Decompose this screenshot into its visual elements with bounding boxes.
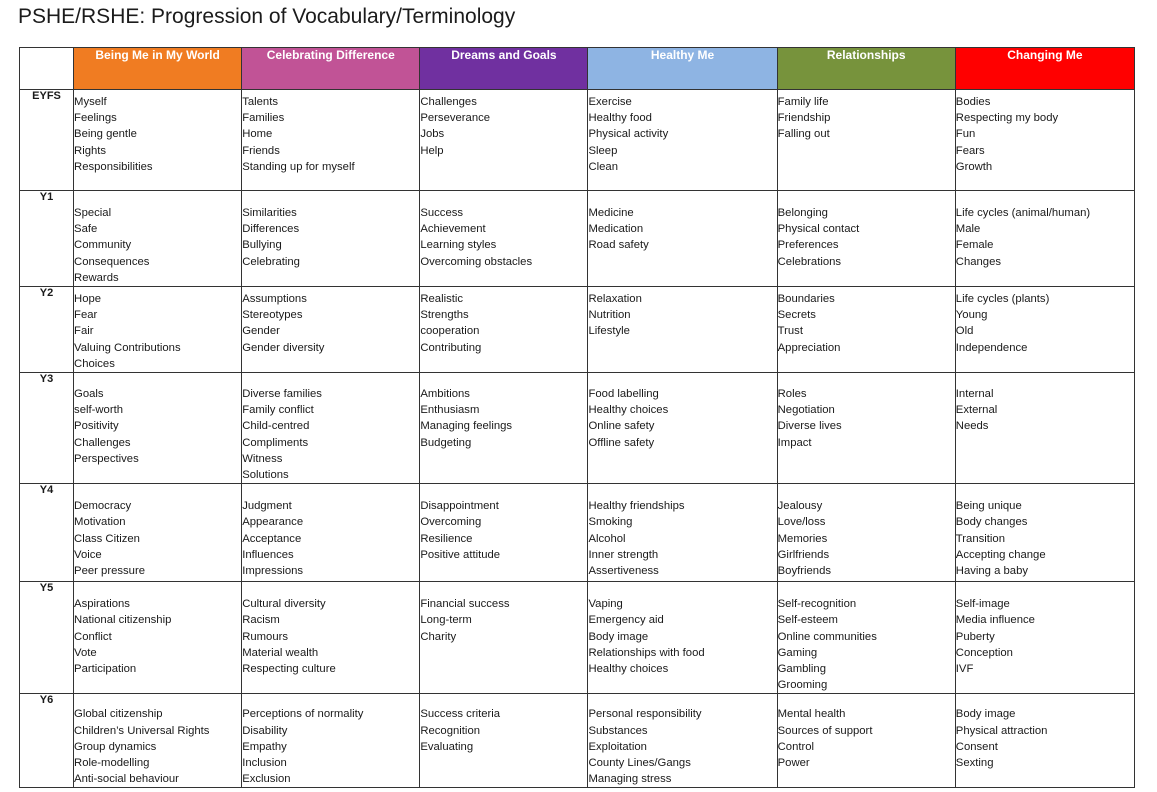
vocabulary-cell [74, 373, 242, 484]
vocabulary-term: Charity [420, 630, 457, 643]
vocabulary-cell [74, 582, 242, 694]
vocabulary-term: Substances [588, 724, 648, 737]
vocabulary-cell [242, 287, 420, 373]
vocabulary-term: Fear [74, 309, 98, 322]
vocabulary-term: Body image [588, 630, 649, 643]
vocabulary-term: Aspirations [74, 598, 130, 611]
vocabulary-term: Challenges [74, 436, 131, 449]
vocabulary-term: Self-esteem [777, 614, 838, 627]
vocabulary-term: Success [420, 207, 464, 219]
corner-cell [20, 48, 74, 90]
year-label: Y6 [20, 694, 74, 788]
vocabulary-term: Roles [777, 388, 807, 401]
table-row [20, 694, 1135, 788]
vocabulary-term: Jealousy [777, 500, 823, 513]
vocabulary-term: Friends [242, 144, 280, 157]
vocabulary-term: Community [74, 239, 132, 252]
vocabulary-term: Being gentle [74, 128, 137, 141]
vocabulary-term: Falling out [777, 128, 830, 141]
vocabulary-term: Clean [588, 160, 619, 173]
vocabulary-term: Disability [242, 724, 288, 737]
vocabulary-term: Families [242, 112, 285, 125]
column-header: Celebrating Difference [242, 48, 420, 90]
vocabulary-term: Inner strength [588, 548, 659, 561]
vocabulary-term: Sexting [955, 757, 994, 770]
vocabulary-cell [588, 191, 777, 287]
vocabulary-term: Respecting culture [242, 663, 336, 676]
vocabulary-term: Impressions [242, 565, 304, 578]
vocabulary-term: Independence [955, 341, 1028, 354]
vocabulary-cell [242, 191, 420, 287]
column-header: Changing Me [955, 48, 1134, 90]
column-header: Healthy Me [588, 48, 777, 90]
vocabulary-cell [588, 582, 777, 694]
vocabulary-term: Media influence [955, 614, 1035, 627]
vocabulary-term: Safe [74, 223, 98, 236]
year-label: EYFS [20, 90, 74, 191]
vocabulary-cell [777, 90, 955, 191]
vocabulary-term: Road safety [588, 239, 649, 252]
vocabulary-cell [74, 694, 242, 788]
vocabulary-cell [420, 287, 588, 373]
vocabulary-term: Male [955, 223, 981, 236]
vocabulary-term: Respecting my body [955, 112, 1059, 125]
year-label: Y2 [20, 287, 74, 373]
vocabulary-term: Solutions [242, 469, 289, 482]
vocabulary-cell [588, 373, 777, 484]
vocabulary-term: Healthy choices [588, 663, 669, 676]
vocabulary-cell [74, 484, 242, 582]
vocabulary-term: Self-image [955, 598, 1010, 611]
vocabulary-term: Healthy friendships [588, 500, 685, 513]
vocabulary-term: Group dynamics [74, 740, 157, 753]
year-label: Y4 [20, 484, 74, 582]
vocabulary-term: Influences [242, 548, 294, 561]
vocabulary-term: Family conflict [242, 404, 314, 417]
vocabulary-term: Body image [955, 708, 1016, 721]
vocabulary-term: Realistic [420, 293, 464, 306]
column-header: Relationships [777, 48, 955, 90]
vocabulary-term: Relationships with food [588, 646, 705, 659]
vocabulary-term: Gender [242, 325, 280, 338]
vocabulary-term: Financial success [420, 598, 510, 611]
vocabulary-term: National citizenship [74, 614, 172, 627]
vocabulary-term: Vote [74, 646, 97, 659]
vocabulary-term: Life cycles (plants) [955, 293, 1050, 306]
vocabulary-cell [955, 484, 1134, 582]
year-label: Y1 [20, 191, 74, 287]
vocabulary-term: Accepting change [955, 548, 1046, 561]
vocabulary-term: Participation [74, 663, 137, 676]
vocabulary-cell [588, 694, 777, 788]
vocabulary-term: Assumptions [242, 293, 307, 306]
vocabulary-term: Anti-social behaviour [74, 773, 179, 786]
vocabulary-term: Managing feelings [420, 420, 513, 433]
vocabulary-term: Relaxation [588, 293, 642, 306]
vocabulary-term: Gaming [777, 646, 818, 659]
vocabulary-cell [955, 191, 1134, 287]
vocabulary-term: Grooming [777, 679, 828, 692]
vocabulary-term: Sources of support [777, 724, 873, 737]
vocabulary-cell [420, 582, 588, 694]
vocabulary-cell [588, 90, 777, 191]
vocabulary-term: Mental health [777, 708, 846, 721]
vocabulary-cell [74, 90, 242, 191]
vocabulary-term: Diverse lives [777, 420, 842, 433]
vocabulary-term: Empathy [242, 740, 287, 753]
vocabulary-term: Online communities [777, 630, 877, 643]
vocabulary-cell [420, 373, 588, 484]
vocabulary-term: Perspectives [74, 452, 139, 465]
vocabulary-term: Appearance [242, 516, 304, 529]
vocabulary-term: Boyfriends [777, 565, 832, 578]
vocabulary-table [19, 47, 1135, 788]
table-row [20, 191, 1135, 287]
vocabulary-term: Assertiveness [588, 565, 659, 578]
vocabulary-cell [242, 373, 420, 484]
vocabulary-term: Special [74, 207, 112, 219]
vocabulary-term: Celebrations [777, 255, 842, 268]
vocabulary-term: Impact [777, 436, 812, 449]
vocabulary-term: Bodies [955, 96, 991, 108]
vocabulary-term: Love/loss [777, 516, 826, 529]
column-header: Being Me in My World [74, 48, 242, 90]
vocabulary-term: Perseverance [420, 112, 491, 125]
vocabulary-term: Positive attitude [420, 548, 501, 561]
vocabulary-term: Food labelling [588, 388, 659, 401]
vocabulary-term: Growth [955, 160, 993, 173]
vocabulary-term: External [955, 404, 998, 417]
vocabulary-term: Healthy choices [588, 404, 669, 417]
vocabulary-cell [777, 484, 955, 582]
header-row [20, 48, 1135, 90]
vocabulary-term: Memories [777, 532, 828, 545]
vocabulary-term: Jobs [420, 128, 445, 141]
vocabulary-term: Physical contact [777, 223, 860, 236]
vocabulary-cell [955, 90, 1134, 191]
vocabulary-cell [777, 287, 955, 373]
vocabulary-term: Achievement [420, 223, 486, 236]
vocabulary-term: Challenges [420, 96, 477, 108]
table-row [20, 373, 1135, 484]
vocabulary-term: Offline safety [588, 436, 655, 449]
vocabulary-cell [777, 582, 955, 694]
vocabulary-term: Medication [588, 223, 644, 236]
vocabulary-term: Evaluating [420, 740, 474, 753]
vocabulary-term: Physical activity [588, 128, 669, 141]
vocabulary-term: Sleep [588, 144, 618, 157]
vocabulary-term: Class Citizen [74, 532, 140, 545]
table-body [20, 90, 1135, 788]
vocabulary-term: Fair [74, 325, 94, 338]
vocabulary-term: Material wealth [242, 646, 319, 659]
vocabulary-cell [242, 90, 420, 191]
vocabulary-term: Inclusion [242, 757, 287, 770]
vocabulary-term: Child-centred [242, 420, 310, 433]
vocabulary-term: Power [777, 757, 810, 770]
vocabulary-cell [777, 373, 955, 484]
vocabulary-cell [777, 694, 955, 788]
vocabulary-cell [777, 191, 955, 287]
vocabulary-term: Needs [955, 420, 989, 433]
vocabulary-term: Personal responsibility [588, 708, 702, 721]
vocabulary-cell [955, 287, 1134, 373]
vocabulary-term: Similarities [242, 207, 297, 219]
vocabulary-term: Hope [74, 293, 102, 306]
vocabulary-term: Lifestyle [588, 325, 630, 338]
vocabulary-term: Recognition [420, 724, 481, 737]
page-title: PSHE/RSHE: Progression of Vocabulary/Terminology [18, 5, 516, 28]
vocabulary-term: Success criteria [420, 708, 501, 721]
vocabulary-term: Gambling [777, 663, 826, 676]
column-header: Dreams and Goals [420, 48, 588, 90]
vocabulary-term: Old [955, 325, 974, 338]
vocabulary-term: Gender diversity [242, 341, 325, 354]
vocabulary-term: Rights [74, 144, 107, 157]
vocabulary-term: Motivation [74, 516, 126, 529]
vocabulary-term: Exploitation [588, 740, 647, 753]
vocabulary-term: Home [242, 128, 273, 141]
vocabulary-term: Puberty [955, 630, 995, 643]
vocabulary-term: Voice [74, 548, 102, 561]
vocabulary-term: Emergency aid [588, 614, 664, 627]
vocabulary-term: Stereotypes [242, 309, 303, 322]
vocabulary-cell [420, 90, 588, 191]
vocabulary-term: Boundaries [777, 293, 835, 306]
vocabulary-term: Bullying [242, 239, 282, 252]
vocabulary-term: Girlfriends [777, 548, 830, 561]
vocabulary-term: Ambitions [420, 388, 470, 401]
vocabulary-cell [74, 191, 242, 287]
vocabulary-term: Self-recognition [777, 598, 857, 611]
vocabulary-term: Online safety [588, 420, 655, 433]
vocabulary-term: Consequences [74, 255, 150, 268]
vocabulary-term: Belonging [777, 207, 828, 219]
vocabulary-term: self-worth [74, 404, 124, 417]
vocabulary-term: Body changes [955, 516, 1028, 529]
vocabulary-term: County Lines/Gangs [588, 757, 691, 770]
vocabulary-term: Conflict [74, 630, 112, 643]
vocabulary-cell [588, 484, 777, 582]
vocabulary-term: Choices [74, 357, 115, 370]
vocabulary-term: Cultural diversity [242, 598, 326, 611]
table-row [20, 582, 1135, 694]
vocabulary-term: Managing stress [588, 773, 672, 786]
vocabulary-term: Exercise [588, 96, 632, 108]
vocabulary-term: Learning styles [420, 239, 497, 252]
vocabulary-term: Physical attraction [955, 724, 1048, 737]
table-row [20, 90, 1135, 191]
vocabulary-term: Appreciation [777, 341, 841, 354]
year-label: Y3 [20, 373, 74, 484]
vocabulary-term: Control [777, 740, 815, 753]
vocabulary-term: Overcoming [420, 516, 482, 529]
vocabulary-term: Valuing Contributions [74, 341, 181, 354]
vocabulary-term: Conception [955, 646, 1013, 659]
vocabulary-term: Children’s Universal Rights [74, 724, 210, 737]
table-row [20, 484, 1135, 582]
vocabulary-term: Acceptance [242, 532, 302, 545]
vocabulary-term: Help [420, 144, 444, 157]
vocabulary-term: Myself [74, 96, 107, 108]
vocabulary-term: Judgment [242, 500, 292, 513]
vocabulary-cell [955, 694, 1134, 788]
vocabulary-term: Budgeting [420, 436, 472, 449]
vocabulary-term: Smoking [588, 516, 633, 529]
vocabulary-cell [242, 694, 420, 788]
vocabulary-term: Alcohol [588, 532, 626, 545]
vocabulary-term: Medicine [588, 207, 634, 219]
vocabulary-term: Negotiation [777, 404, 835, 417]
vocabulary-term: Differences [242, 223, 300, 236]
vocabulary-term: Compliments [242, 436, 309, 449]
vocabulary-term: Female [955, 239, 994, 252]
vocabulary-term: Secrets [777, 309, 816, 322]
vocabulary-term: IVF [955, 663, 974, 676]
vocabulary-cell [242, 484, 420, 582]
vocabulary-term: Disappointment [420, 500, 499, 513]
vocabulary-term: Perceptions of normality [242, 708, 364, 721]
vocabulary-term: Fun [955, 128, 976, 141]
vocabulary-term: Having a baby [955, 565, 1029, 578]
vocabulary-term: cooperation [420, 325, 480, 338]
vocabulary-term: Witness [242, 452, 283, 465]
vocabulary-term: Changes [955, 255, 1002, 268]
vocabulary-term: Standing up for myself [242, 160, 355, 173]
vocabulary-term: Transition [955, 532, 1005, 545]
vocabulary-term: Diverse families [242, 388, 322, 401]
vocabulary-term: Global citizenship [74, 708, 163, 721]
vocabulary-term: Contributing [420, 341, 482, 354]
vocabulary-cell [588, 287, 777, 373]
vocabulary-term: Resilience [420, 532, 473, 545]
vocabulary-term: Strengths [420, 309, 469, 322]
vocabulary-term: Positivity [74, 420, 119, 433]
vocabulary-term: Fears [955, 144, 985, 157]
vocabulary-cell [420, 484, 588, 582]
vocabulary-term: Preferences [777, 239, 839, 252]
vocabulary-term: Consent [955, 740, 998, 753]
vocabulary-term: Nutrition [588, 309, 631, 322]
vocabulary-term: Celebrating [242, 255, 300, 268]
vocabulary-term: Family life [777, 96, 829, 108]
vocabulary-term: Long-term [420, 614, 472, 627]
vocabulary-cell [420, 694, 588, 788]
vocabulary-cell [955, 582, 1134, 694]
vocabulary-term: Friendship [777, 112, 831, 125]
vocabulary-cell [74, 287, 242, 373]
vocabulary-term: Role-modelling [74, 757, 150, 770]
vocabulary-term: Responsibilities [74, 160, 153, 173]
vocabulary-term: Talents [242, 96, 278, 108]
vocabulary-term: Feelings [74, 112, 117, 125]
vocabulary-term: Overcoming obstacles [420, 255, 533, 268]
vocabulary-term: Rewards [74, 271, 119, 284]
year-label: Y5 [20, 582, 74, 694]
vocabulary-cell [955, 373, 1134, 484]
vocabulary-term: Being unique [955, 500, 1022, 513]
vocabulary-term: Trust [777, 325, 803, 338]
vocabulary-term: Healthy food [588, 112, 652, 125]
vocabulary-term: Rumours [242, 630, 289, 643]
vocabulary-term: Vaping [588, 598, 623, 611]
vocabulary-term: Young [955, 309, 988, 322]
vocabulary-term: Peer pressure [74, 565, 145, 578]
vocabulary-term: Enthusiasm [420, 404, 480, 417]
vocabulary-term: Goals [74, 388, 104, 401]
vocabulary-term: Racism [242, 614, 280, 627]
vocabulary-term: Life cycles (animal/human) [955, 207, 1091, 219]
table-row [20, 287, 1135, 373]
vocabulary-term: Exclusion [242, 773, 291, 786]
vocabulary-cell [242, 582, 420, 694]
vocabulary-term: Internal [955, 388, 994, 401]
vocabulary-cell [420, 191, 588, 287]
vocabulary-term: Democracy [74, 500, 132, 513]
